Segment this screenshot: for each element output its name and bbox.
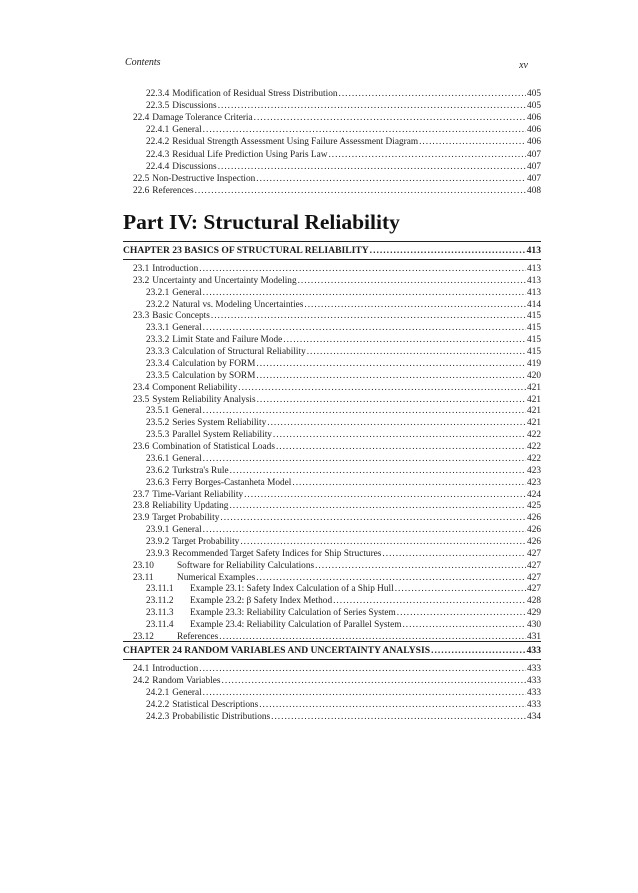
page-ref: 431 bbox=[527, 631, 541, 642]
section-number: 23.3.2 bbox=[146, 335, 170, 346]
section-title: Combination of Statistical Loads bbox=[152, 442, 275, 453]
section-title: General bbox=[172, 453, 202, 464]
chapter-23-heading[interactable] bbox=[123, 245, 541, 257]
page-ref: 422 bbox=[527, 453, 541, 464]
section-title: Residual Strength Assessment Using Failure Assessment Diagram bbox=[172, 137, 419, 148]
toc-entry[interactable] bbox=[146, 100, 541, 112]
section-number: 23.2.1 bbox=[146, 287, 170, 298]
section-number: 22.3.5 bbox=[146, 101, 170, 112]
toc-entry[interactable] bbox=[133, 275, 541, 287]
section-title: Example 23.4: Reliability Calculation of Parallel System bbox=[190, 620, 402, 631]
page-ref: 428 bbox=[527, 596, 541, 607]
section-number: 23.5.1 bbox=[146, 406, 170, 417]
page-ref: 430 bbox=[527, 620, 541, 631]
page-ref: 422 bbox=[527, 442, 541, 453]
section-number: 23.3.5 bbox=[146, 370, 170, 381]
section-number: 23.11.2 bbox=[146, 596, 174, 607]
toc-entry[interactable] bbox=[146, 477, 541, 489]
section-number: 23.8 bbox=[133, 501, 150, 512]
leader-dots bbox=[256, 370, 526, 382]
toc-entry[interactable] bbox=[146, 287, 541, 299]
section-title: Statistical Descriptions bbox=[172, 699, 259, 710]
section-number: 23.5.2 bbox=[146, 418, 170, 429]
toc-entry[interactable] bbox=[133, 112, 541, 124]
leader-dots bbox=[238, 382, 526, 394]
leader-dots bbox=[218, 100, 526, 112]
leader-dots bbox=[203, 687, 526, 699]
toc-entry[interactable] bbox=[146, 595, 541, 607]
page-ref: 433 bbox=[527, 675, 541, 686]
section-number: 22.4.3 bbox=[146, 149, 170, 160]
toc-entry[interactable] bbox=[146, 687, 541, 699]
leader-dots bbox=[283, 334, 526, 346]
toc-entry[interactable] bbox=[133, 263, 541, 275]
page-ref: 427 bbox=[527, 560, 541, 571]
page-ref: 426 bbox=[527, 537, 541, 547]
page-ref: 415 bbox=[527, 335, 541, 346]
page-ref: 407 bbox=[527, 173, 541, 184]
section-title: Damage Tolerance Criteria bbox=[152, 113, 253, 124]
section-title: Reliability Updating bbox=[152, 501, 229, 512]
section-title: Ferry Borges-Castanheta Model bbox=[172, 477, 292, 488]
page-ref: 421 bbox=[527, 406, 541, 417]
leader-dots bbox=[402, 619, 526, 631]
chapter-24-bottom-rule bbox=[123, 659, 541, 660]
leader-dots bbox=[276, 441, 526, 453]
page-ref: 423 bbox=[527, 477, 541, 488]
section-title: Calculation of Structural Reliability bbox=[172, 347, 306, 358]
section-number: 22.6 bbox=[133, 185, 150, 196]
page-ref: 406 bbox=[527, 137, 541, 148]
page-ref: 426 bbox=[527, 513, 541, 524]
toc-entry[interactable] bbox=[146, 548, 541, 560]
section-number: 22.4.4 bbox=[146, 161, 170, 172]
page-ref: 433 bbox=[527, 664, 541, 674]
toc-entry[interactable] bbox=[133, 173, 541, 185]
page-ref: 419 bbox=[527, 358, 541, 369]
leader-dots bbox=[307, 346, 526, 358]
page-ref: 424 bbox=[527, 489, 541, 500]
section-number: 22.5 bbox=[133, 173, 150, 184]
toc-entry[interactable] bbox=[146, 358, 541, 370]
page-number: xv bbox=[519, 60, 528, 71]
page-ref: 413 bbox=[527, 264, 541, 274]
section-title: General bbox=[172, 525, 202, 536]
section-number: 23.11.1 bbox=[146, 584, 174, 595]
page-ref: 423 bbox=[527, 465, 541, 476]
section-number: 22.4.2 bbox=[146, 137, 170, 148]
page-ref: 408 bbox=[527, 185, 541, 196]
leader-dots bbox=[240, 536, 526, 548]
page-ref: 413 bbox=[527, 287, 541, 298]
toc-entry[interactable] bbox=[146, 607, 541, 619]
page-ref: 406 bbox=[527, 113, 541, 124]
section-title: General bbox=[172, 287, 202, 298]
leader-dots bbox=[199, 263, 526, 275]
section-title: References bbox=[177, 631, 219, 642]
page-ref: 433 bbox=[527, 687, 541, 698]
page-ref: 415 bbox=[527, 311, 541, 322]
section-title: Introduction bbox=[152, 664, 199, 674]
chapter-24-page: 433 bbox=[526, 645, 541, 656]
leader-dots bbox=[199, 663, 526, 675]
page-ref: 434 bbox=[527, 711, 541, 722]
toc-entry[interactable] bbox=[146, 346, 541, 358]
section-title: Example 23.3: Reliability Calculation of Series System bbox=[190, 608, 396, 619]
page-ref: 413 bbox=[527, 275, 541, 286]
section-number: 23.6 bbox=[133, 442, 150, 453]
page-ref: 429 bbox=[527, 608, 541, 619]
toc-entry[interactable] bbox=[146, 88, 541, 100]
toc-entry[interactable] bbox=[146, 465, 541, 477]
leader-dots bbox=[203, 405, 526, 417]
leader-dots bbox=[298, 275, 526, 287]
toc-entry[interactable] bbox=[133, 500, 541, 512]
section-title: Example 23.1: Safety Index Calculation of a Ship Hull bbox=[190, 584, 394, 595]
toc-entry[interactable] bbox=[146, 124, 541, 136]
section-title: Time-Variant Reliability bbox=[152, 489, 244, 500]
section-number: 24.2.2 bbox=[146, 699, 170, 710]
toc-entry[interactable] bbox=[133, 512, 541, 524]
section-title: General bbox=[172, 125, 202, 136]
section-number: 23.4 bbox=[133, 382, 150, 393]
leader-dots bbox=[203, 322, 526, 334]
toc-entry[interactable] bbox=[146, 524, 541, 536]
section-title: Software for Reliability Calculations bbox=[177, 560, 315, 571]
chapter-23-top-rule bbox=[123, 241, 541, 242]
toc-entry[interactable] bbox=[146, 711, 541, 723]
section-title: Parallel System Reliability bbox=[172, 430, 272, 441]
toc-entry[interactable] bbox=[146, 583, 541, 595]
leader-dots bbox=[267, 417, 526, 429]
toc-entry[interactable] bbox=[133, 382, 541, 394]
section-number: 23.2 bbox=[133, 275, 150, 286]
section-number: 23.3 bbox=[133, 311, 150, 322]
section-number: 23.7 bbox=[133, 489, 150, 500]
section-number: 24.2 bbox=[133, 675, 150, 686]
section-number: 23.9 bbox=[133, 513, 150, 524]
page-ref: 425 bbox=[527, 501, 541, 512]
page-ref: 422 bbox=[527, 430, 541, 441]
page-ref: 405 bbox=[527, 89, 541, 99]
section-number: 24.2.3 bbox=[146, 711, 170, 722]
section-title: Calculation by SORM bbox=[172, 370, 256, 381]
toc-entry[interactable] bbox=[146, 334, 541, 346]
section-number: 23.9.2 bbox=[146, 537, 170, 547]
section-title: Component Reliability bbox=[152, 382, 238, 393]
toc-entry[interactable] bbox=[146, 322, 541, 334]
leader-dots bbox=[203, 124, 526, 136]
part-title: Part IV: Structural Reliability bbox=[123, 210, 400, 234]
section-title: Random Variables bbox=[152, 675, 221, 686]
leader-dots bbox=[244, 489, 526, 501]
section-number: 22.4.1 bbox=[146, 125, 170, 136]
leader-dots bbox=[218, 161, 526, 173]
leader-dots bbox=[382, 548, 526, 560]
leader-dots bbox=[339, 88, 527, 100]
page-ref: 426 bbox=[527, 525, 541, 536]
section-number: 23.9.3 bbox=[146, 548, 170, 559]
section-number: 23.5 bbox=[133, 394, 150, 405]
section-title: General bbox=[172, 323, 202, 334]
leader-dots bbox=[292, 477, 526, 489]
page-ref: 414 bbox=[527, 299, 541, 310]
section-number: 23.3.1 bbox=[146, 323, 170, 334]
toc-entry[interactable] bbox=[146, 161, 541, 173]
section-number: 22.3.4 bbox=[146, 89, 170, 99]
toc-entry[interactable] bbox=[146, 453, 541, 465]
toc-entry[interactable] bbox=[146, 149, 541, 161]
leader-dots bbox=[304, 299, 526, 311]
leader-dots bbox=[256, 572, 526, 584]
section-title: Basic Concepts bbox=[152, 311, 210, 322]
section-number: 24.1 bbox=[133, 664, 150, 674]
page-ref: 427 bbox=[527, 584, 541, 595]
leader-dots bbox=[230, 465, 526, 477]
toc-entry[interactable] bbox=[146, 619, 541, 631]
page-ref: 421 bbox=[527, 418, 541, 429]
section-title: Modification of Residual Stress Distribution bbox=[172, 89, 338, 99]
chapter-23-bottom-rule bbox=[123, 259, 541, 260]
page-ref: 407 bbox=[527, 149, 541, 160]
section-number: 23.3.3 bbox=[146, 347, 170, 358]
leader-dots bbox=[229, 500, 526, 512]
leader-dots bbox=[203, 524, 526, 536]
section-title: General bbox=[172, 687, 202, 698]
leader-dots bbox=[395, 583, 526, 595]
section-number: 23.5.3 bbox=[146, 430, 170, 441]
section-number: 23.1 bbox=[133, 264, 150, 274]
section-title: Uncertainty and Uncertainty Modeling bbox=[152, 275, 297, 286]
toc-entry[interactable] bbox=[146, 136, 541, 148]
leader-dots bbox=[256, 358, 526, 370]
section-number: 23.9.1 bbox=[146, 525, 170, 536]
leader-dots bbox=[222, 675, 527, 687]
page-ref: 421 bbox=[527, 382, 541, 393]
chapter-24-heading[interactable] bbox=[123, 645, 541, 657]
page-ref: 415 bbox=[527, 347, 541, 358]
section-title: Natural vs. Modeling Uncertainties bbox=[172, 299, 304, 310]
page-ref: 427 bbox=[527, 548, 541, 559]
section-title: References bbox=[152, 185, 194, 196]
chapter-24-title: CHAPTER 24 RANDOM VARIABLES AND UNCERTAINTY ANALYSIS bbox=[123, 645, 431, 656]
section-number: 23.11.4 bbox=[146, 620, 174, 631]
section-title: Introduction bbox=[152, 264, 199, 274]
page-ref: 433 bbox=[527, 699, 541, 710]
section-title: Recommended Target Safety Indices for Ship Structures bbox=[172, 548, 382, 559]
toc-entry[interactable] bbox=[146, 405, 541, 417]
section-number: 24.2.1 bbox=[146, 687, 170, 698]
section-title: Discussions bbox=[172, 101, 217, 112]
toc-entry[interactable] bbox=[146, 299, 541, 311]
leader-dots bbox=[256, 173, 526, 185]
section-title: Target Probability bbox=[172, 537, 240, 547]
leader-dots bbox=[271, 711, 526, 723]
section-title: Discussions bbox=[172, 161, 217, 172]
leader-dots bbox=[203, 287, 526, 299]
toc-entry[interactable] bbox=[146, 370, 541, 382]
leader-dots bbox=[370, 245, 526, 257]
section-number: 23.11.3 bbox=[146, 608, 174, 619]
section-title: Residual Life Prediction Using Paris Law bbox=[172, 149, 328, 160]
section-number: 23.2.2 bbox=[146, 299, 170, 310]
leader-dots bbox=[195, 185, 526, 197]
section-number: 23.10 bbox=[133, 560, 154, 571]
page-ref: 420 bbox=[527, 370, 541, 381]
section-number: 23.6.3 bbox=[146, 477, 170, 488]
page-ref: 406 bbox=[527, 125, 541, 136]
toc-entry[interactable] bbox=[133, 394, 541, 406]
toc-entry[interactable] bbox=[133, 663, 541, 675]
toc-entry[interactable] bbox=[133, 441, 541, 453]
toc-entry[interactable] bbox=[133, 560, 541, 572]
running-head bbox=[125, 57, 528, 71]
leader-dots bbox=[328, 149, 526, 161]
leader-dots bbox=[419, 136, 526, 148]
toc-entry[interactable] bbox=[133, 675, 541, 687]
toc-entry[interactable] bbox=[146, 699, 541, 711]
section-number: 23.3.4 bbox=[146, 358, 170, 369]
leader-dots bbox=[431, 645, 526, 657]
running-title: Contents bbox=[125, 57, 161, 68]
chapter-23-page: 413 bbox=[526, 245, 541, 256]
section-title: System Reliability Analysis bbox=[152, 394, 256, 405]
section-title: Limit State and Failure Mode bbox=[172, 335, 283, 346]
section-title: Non-Destructive Inspection bbox=[152, 173, 256, 184]
page-ref: 427 bbox=[527, 572, 541, 583]
leader-dots bbox=[333, 595, 526, 607]
section-number: 23.6.1 bbox=[146, 453, 170, 464]
toc-entry[interactable] bbox=[133, 572, 541, 584]
leader-dots bbox=[203, 453, 526, 465]
leader-dots bbox=[397, 607, 526, 619]
page-ref: 405 bbox=[527, 101, 541, 112]
section-title: Numerical Examples bbox=[177, 572, 256, 583]
section-title: Series System Reliability bbox=[172, 418, 267, 429]
section-title: Example 23.2: β Safety Index Method bbox=[190, 596, 333, 607]
leader-dots bbox=[220, 512, 526, 524]
section-number: 22.4 bbox=[133, 113, 150, 124]
toc-entry[interactable] bbox=[146, 536, 541, 548]
toc-entry[interactable] bbox=[133, 310, 541, 322]
section-title: Turkstra's Rule bbox=[172, 465, 229, 476]
section-title: Calculation by FORM bbox=[172, 358, 256, 369]
section-number: 23.12 bbox=[133, 631, 154, 642]
toc-entry[interactable] bbox=[146, 417, 541, 429]
chapter-23-title: CHAPTER 23 BASICS OF STRUCTURAL RELIABILITY bbox=[123, 245, 369, 256]
section-title: Target Probability bbox=[152, 513, 220, 524]
page-ref: 421 bbox=[527, 394, 541, 405]
section-number: 23.11 bbox=[133, 572, 154, 583]
leader-dots bbox=[273, 429, 526, 441]
leader-dots bbox=[259, 699, 526, 711]
chapter-24-top-rule bbox=[123, 641, 541, 642]
toc-entry[interactable] bbox=[146, 429, 541, 441]
page-ref: 415 bbox=[527, 323, 541, 334]
section-title: General bbox=[172, 406, 202, 417]
section-number: 23.6.2 bbox=[146, 465, 170, 476]
page-ref: 407 bbox=[527, 161, 541, 172]
toc-entry[interactable] bbox=[133, 185, 541, 197]
toc-entry[interactable] bbox=[133, 489, 541, 501]
leader-dots bbox=[315, 560, 526, 572]
leader-dots bbox=[254, 112, 526, 124]
leader-dots bbox=[257, 394, 526, 406]
leader-dots bbox=[211, 310, 526, 322]
section-title: Probabilistic Distributions bbox=[172, 711, 271, 722]
